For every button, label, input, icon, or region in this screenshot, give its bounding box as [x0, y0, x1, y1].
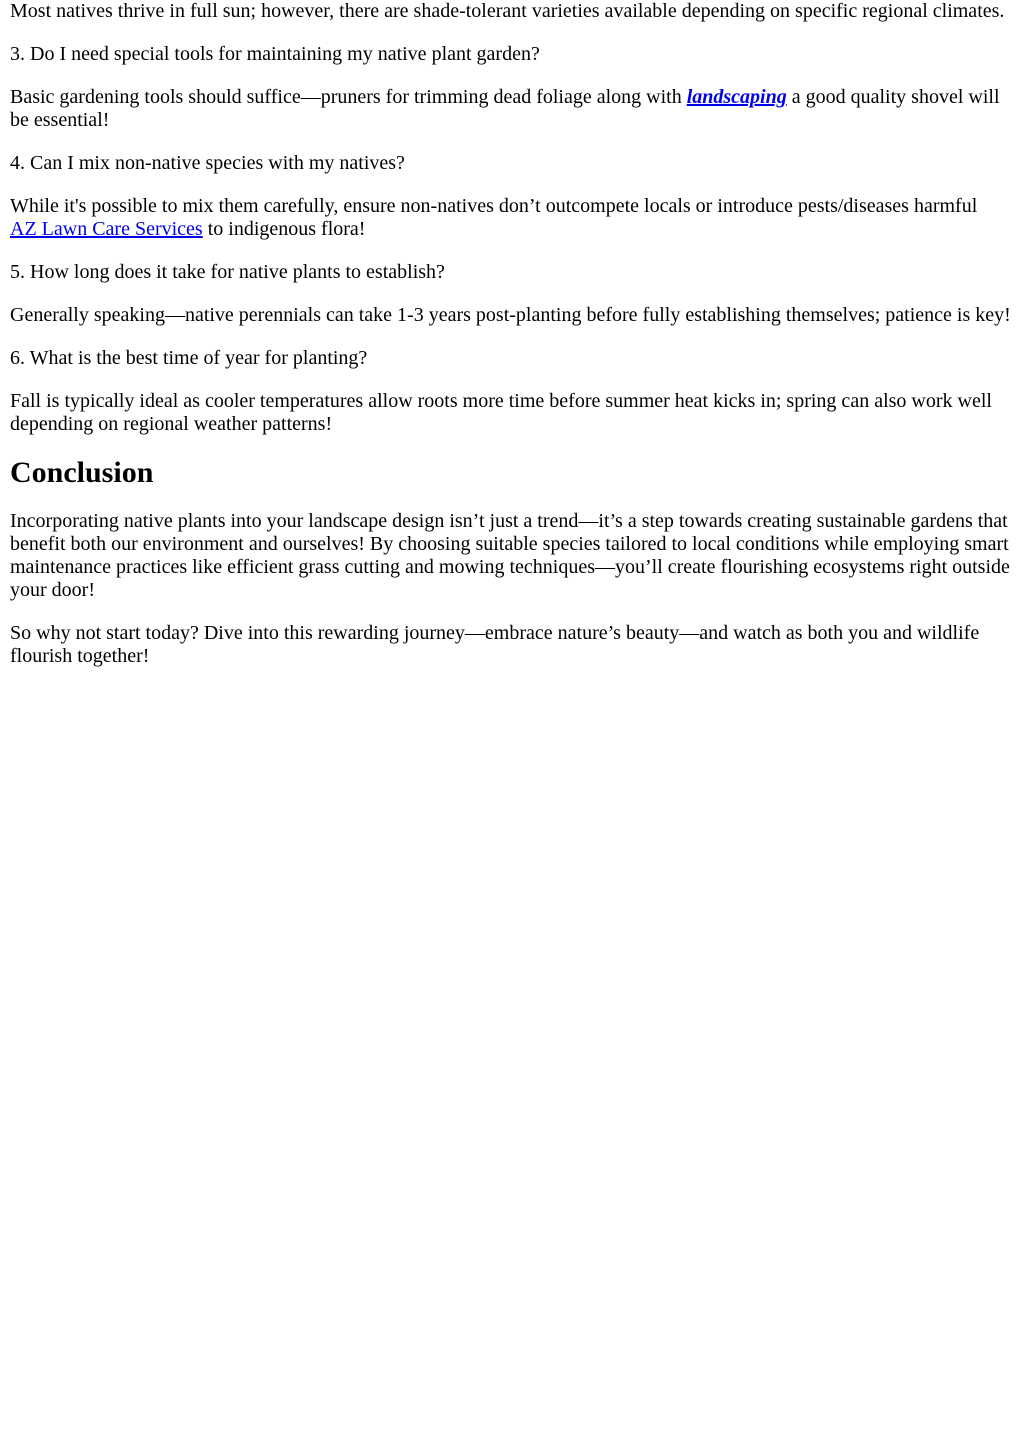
faq-answer-3 — [10, 86, 1016, 132]
conclusion-heading: Conclusion — [10, 456, 154, 489]
faq-answer-5: Generally speaking—native perennials can take 1-3 years post-planting before fully establishing themselves; patience is key! — [10, 304, 1011, 326]
intro-paragraph: Most natives thrive in full sun; however, there are shade-tolerant varieties available depending on specific regional climates. — [10, 0, 1005, 22]
article-content — [10, 0, 1016, 668]
faq-question-6: 6. What is the best time of year for planting? — [10, 347, 368, 369]
landscaping-link[interactable]: landscaping — [686, 86, 787, 108]
faq-answer-6: Fall is typically ideal as cooler temperatures allow roots more time before summer heat kicks in; spring can also work well depending on regional weather patterns! — [10, 390, 992, 435]
faq-question-5: 5. How long does it take for native plants to establish? — [10, 261, 445, 283]
faq-answer-4-text-after: to indigenous flora! — [202, 218, 366, 240]
faq-answer-3-text-after: a good quality shovel will be essential! — [10, 86, 1000, 131]
faq-answer-4 — [10, 195, 1016, 241]
az-lawn-care-services-link[interactable]: AZ Lawn Care Services — [10, 218, 203, 240]
faq-question-3: 3. Do I need special tools for maintaining my native plant garden? — [10, 43, 540, 65]
conclusion-paragraph-2: So why not start today? Dive into this rewarding journey—embrace nature’s beauty—and watch as both you and wildlife flourish together! — [10, 622, 980, 667]
conclusion-paragraph-1: Incorporating native plants into your landscape design isn’t just a trend—it’s a step towards creating sustainable gardens that benefit both our environment and ourselves! By choosing suitable species tailored to local conditions while employing smart maintenance practices like efficient grass cutting and mowing techniques—you’ll create flourishing ecosystems right outside your door! — [10, 510, 1010, 601]
faq-question-4: 4. Can I mix non-native species with my natives? — [10, 152, 405, 174]
faq-answer-4-text-before: While it's possible to mix them carefully, ensure non-natives don’t outcompete locals or introduce pests/diseases harmful — [10, 195, 978, 217]
faq-answer-3-text-before: Basic gardening tools should suffice—pruners for trimming dead foliage along with — [10, 86, 687, 108]
